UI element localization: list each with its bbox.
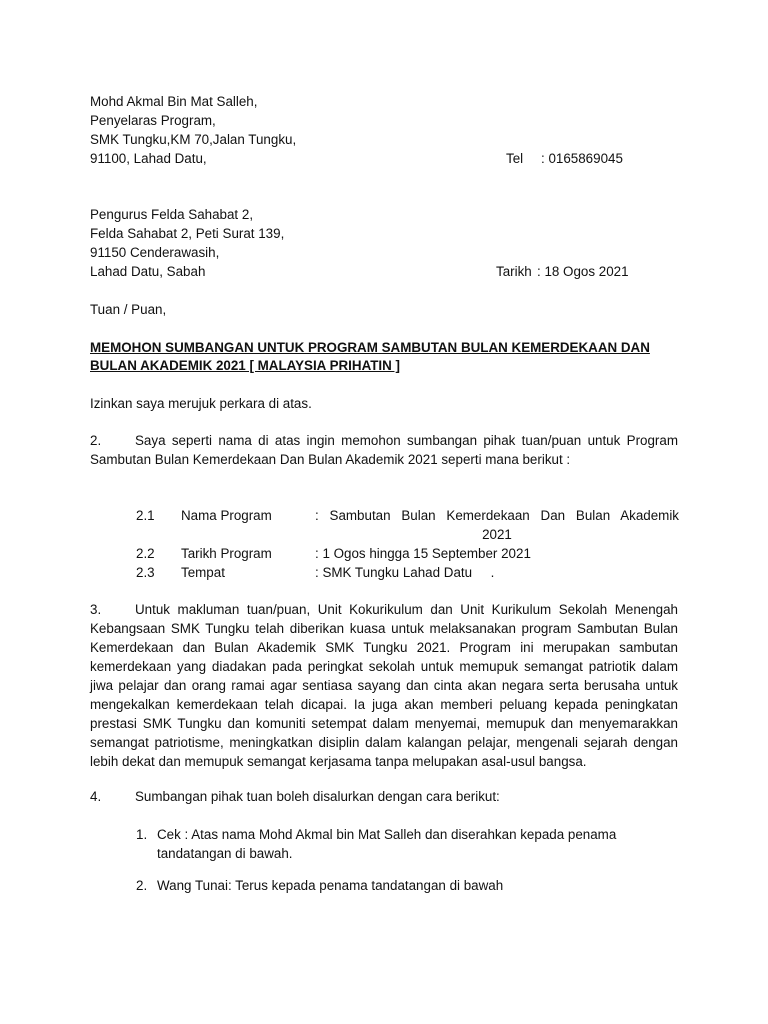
paragraph-3-text: Untuk makluman tuan/puan, Unit Kokurikulum dan Unit Kurikulum Sekolah Menengah Kebangsaan SMK Tungku telah diberikan kuasa untuk melaksanakan program Sambutan Bulan Kemerdekaan dan Bulan Akademik SMK Tungku 2021. Program ini merupakan sambutan kemerdekaan yang diadakan pada peringkat sekolah untuk memupuk semangat patriotik dalam jiwa pelajar dan orang ramai agar sentiasa sayang dan cinta akan negara serta berusaha untuk mengekalkan kemerdekaan telah dicapai. Ia juga akan memberi peluang kepada peningkatan prestasi SMK Tungku dan komuniti setempat dalam menyemai, memupuk dan menyemarakkan semangat patriotisme, meningkatkan disiplin dalam kalangan pelajar, mengenali sejarah dengan lebih dekat dan memupuk semangat kerjasama tanpa melupakan asal-usul bangsa. [90,602,678,769]
detail-value-line-2: 2021 [482,527,512,542]
paragraph-2-text: Saya seperti nama di atas ingin memohon sumbangan pihak tuan/puan untuk Program Sambutan Bulan Kemerdekaan Dan Bulan Akademik 2021 seperti mana berikut : [90,433,678,467]
paragraph-3-number: 3. [90,602,102,617]
paragraph-4-text: Sumbangan pihak tuan boleh disalurkan dengan cara berikut: [135,789,500,804]
tel-label: Tel [506,151,524,166]
subject-line-1: MEMOHON SUMBANGAN UNTUK PROGRAM SAMBUTAN BULAN KEMERDEKAAN DAN [90,340,650,355]
detail-value-line-1: : Sambutan Bulan Kemerdekaan Dan Bulan Akademik [315,508,679,523]
paragraph-4-number: 4. [90,789,102,804]
paragraph-4 [90,787,678,806]
detail-row-program-date [136,544,679,563]
detail-label: Nama Program [181,508,272,523]
detail-label: Tarikh Program [181,546,272,561]
salutation: Tuan / Puan, [90,302,167,317]
detail-value: : 1 Ogos hingga 15 September 2021 [315,546,531,561]
recipient-line-2: Felda Sahabat 2, Peti Surat 139, [90,226,285,241]
detail-row-program-name [136,506,679,544]
list-number: 2. [136,878,148,893]
detail-label: Tempat [181,565,225,580]
paragraph-3 [90,600,678,771]
detail-number: 2.1 [136,508,155,523]
detail-number: 2.2 [136,546,155,561]
detail-row-venue [136,563,679,582]
sender-name: Mohd Akmal Bin Mat Salleh, [90,94,258,109]
date-value: : 18 Ogos 2021 [537,264,629,279]
tel-value: : 0165869045 [541,151,623,166]
sender-role: Penyelaras Program, [90,113,216,128]
sender-address-1: SMK Tungku,KM 70,Jalan Tungku, [90,132,297,147]
list-text: Wang Tunai: Terus kepada penama tandatangan di bawah [157,878,504,893]
paragraph-2 [90,431,678,469]
list-number: 1. [136,827,148,842]
detail-value: : SMK Tungku Lahad Datu . [315,565,495,580]
detail-value [315,506,679,544]
paragraph-2-number: 2. [90,433,102,448]
sender-address-2: 91100, Lahad Datu, [90,151,207,166]
date-label: Tarikh [496,264,532,279]
subject-line-2: BULAN AKADEMIK 2021 [ MALAYSIA PRIHATIN ] [90,358,400,373]
intro-sentence: Izinkan saya merujuk perkara di atas. [90,396,312,411]
recipient-line-4: Lahad Datu, Sabah [90,264,206,279]
recipient-line-1: Pengurus Felda Sahabat 2, [90,207,254,222]
list-text: Cek : Atas nama Mohd Akmal bin Mat Salleh dan diserahkan kepada penama tandatangan di bawah. [157,827,617,861]
detail-number: 2.3 [136,565,155,580]
recipient-line-3: 91150 Cenderawasih, [90,245,220,260]
